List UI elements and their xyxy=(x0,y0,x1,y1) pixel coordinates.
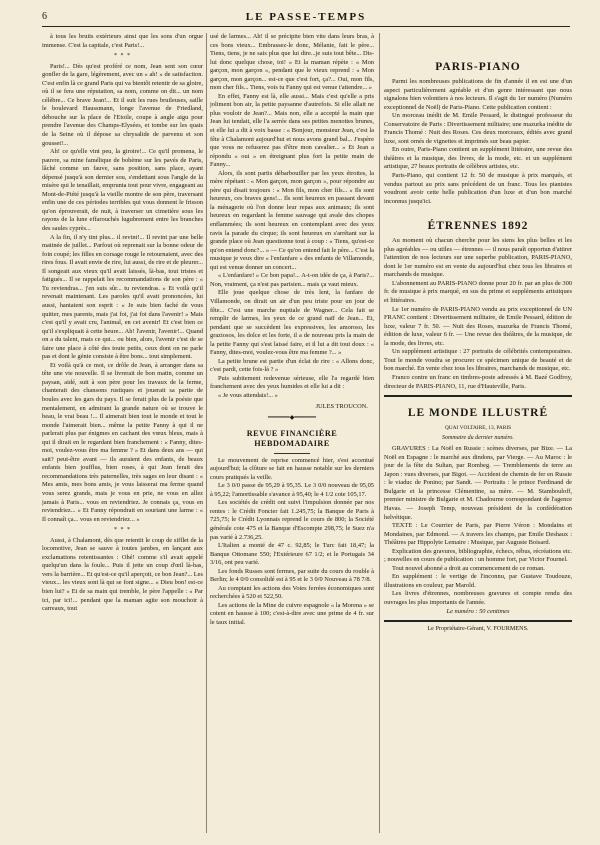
paragraph: A la fin, il n'y tint plus... il revint!... Il revint par une belle matinée de juillet... Parfout où reprenait sur la bonne odeur de foin coupé; les filles en corsage rouge le retournaient, avec des rires fous. Il avait envie de rire, lui aussi, de rire et de pleurer... Il songeait aux vieux qu'il avait laissés, là-bas, tout tristes et fatigués... Il se rappelait les recommandations de son père : « Tu reviendras... j'en suis sûr... tu reviendras. » Et voilà qu'il revenait maintenant. Les paroles qu'il avait prononcées, lui aussi, hantaient son esprit : « Je suis bien faché de vous quitter, mes parents, mais j'ai foi, j'ai foi dans l'avenir! » Mais c'est qu'il y avait cru, l'animal, en cet avenir! Et c'est bien ce qu'il s'expliquait à cette heure... Ah! l'avenir, l'avenir!... Quand on a du talent, mais ce qui... ou bien, alors, l'avenir c'est de se faire une place à côté des toute petits, ceux dont on ne parle pas et dont le génie consiste à être bons... tout simplement. xyxy=(42,233,203,361)
column-divider xyxy=(379,33,380,833)
paragraph: Les actions de la Mine de cuivre espagnole « la Morena » se cotent en hausse à 100; c'est-à-dire avec une prime de 4 fr. sur le taux initial. xyxy=(210,601,374,626)
paris-piano-title: PARIS-PIANO xyxy=(435,61,521,73)
monde-price: Le numéro : 50 centimes xyxy=(446,607,510,615)
revue-financiere-title: REVUE FINANCIÈRE HEBDOMADAIRE xyxy=(246,428,338,448)
monde-address: QUAI VOLTAIRE, 13, PARIS xyxy=(444,425,512,432)
paragraph: Et voilà qu'à ce mot, ce drôle de Jean, à arranger dans sa tête une vie nouvelle. Il se livrerait de bon matin, comme un paysan, aidé, suit à son père pour les travaux de la ferme, chanterait des chansons rustiques et jouerait sa partie de boules avec les gars du pays. Il se ferait plus de la poésie que mentalement, en admirant la grande nature où se trouve le beau, le vrai beau !... Il aimerait bien tout le monde et tout le monde l'aimerait bien... même la petite Fanny à qui il ne parlerait plus par énigmes en cachant des vœux bleus, mais à qui il dirait en le regardant bien franchement : « Fanny, dites-moi, voulez-vous être ma femme ? » Et dans deux ans — qui sait? peut-être avant — ils auraient des enfants, de beaux enfants bien joufflus, bien roses, à qui Jean ferait des recommandations très paternelles, très sages en leur disant : « Mes amis, mes bons amis, je vous laisserai ma ferme quand vous serez grands, mais je vous en prie, ne vous en allez jamais à Paris... vous en reviendriez. Je connais ça, vous en reviendriez... » Et Fanny répondrait en souriant une larme : « Il connaît ça... vous en reviendriez... » xyxy=(42,361,203,523)
author-signature: JULES TROUCON. xyxy=(315,402,368,410)
paragraph: Paris-Piano, qui contient 12 fr. 50 de musique à prix marqués, et vendus partout au prix sans précédent de un franc. Tous les pianistes voudront avoir cette belle publication d'un luxe et d'un bon marché inconnus jusqu'ici. xyxy=(384,172,572,205)
paragraph: « Je vous attendais!... » xyxy=(218,391,278,399)
paragraph: Aussi, à Chalamont, dès que retentit le coup de sifflet de la locomotive, Jean se sauve à toutes jambes, en lançant aux exclamations retentissantes : Ohé! comme s'il avait appelé quelqu'un dans la foule... Puis il jette un coup d'œil là-bas, vers la barrière... Et qu'est-ce qu'il aperçoit, ce bon Jean?... Les vieux... les vieux sont là qui se font signe... « Dieu bon! est-ce bien lui? » Et de sa main qui tremble, le père l'appelle : « Par ici, par ici!... pendant que la maman agite son mouchoir à carreaux, tout xyxy=(42,536,203,613)
etrennes-title: ÉTRENNES 1892 xyxy=(427,220,529,233)
paragraph: usé de larmes... Ah! il se précipite bien vite dans leurs bras, à ces bons vieux... Embrassez-le donc, Mélanie, fait le père... Tiens, tiens, je ne sais plus que lui dire...je suis tout bête... Dis-lui donc quelque chose, toi! » Et la maman répète : « Mon garçon, mon garçon », pendant que le vieux reprend : « Mon garçon, mon garçon... est-ce que c'est fort, ça?... Oui, mon fils, mon cher fils... Tiens, vois tu Fanny qui est venue t'attendre... » xyxy=(210,33,374,92)
paragraph: L'Italien a monté de 47 c. 92,85; le Turc fait 18,47; la Banque Ottomane 550; l'Extérieure 67 1/2; et le Portugais 34 3/16, ont peu varié. xyxy=(210,542,374,567)
paragraph: En outre, Paris-Piano contient un supplément littéraire, une revue des théâtres et la musique, des livres, de la mode, etc. et un supplément artistique, 27 beaux portraits de célèbres artistes, etc. xyxy=(384,146,572,171)
paragraph: TEXTE : Le Courrier de Paris, par Pierre Véron : Mondains et Mondaines, par Edmond. — A travers les champs, par Emile Deshaux : Théâtres par Hippolyte Lemaire : Musique, par Auguste Boisard. xyxy=(384,522,572,547)
paragraph: Au comptant les actions des Voies ferrées économiques sont recherchées à 520 et 522,50. xyxy=(210,584,374,601)
paragraph: Parmi les nombreuses publications de fin d'année il en est une d'un aspect particulièrement agréable et d'un genre intéressant que nous signalons bien volontiers à nos lecteurs. Il s'agit du 1er numéro (Numéro exceptionnel de Noël) de Paris-Piano. Cette publication contient : xyxy=(384,78,572,111)
paragraph: Ah! ce qu'elle vint peu, la giroire!... Ce qu'il promena, le pauvre, sa mine famélique de bohème sur les pavés de Paris, lâché comme un fauve, sans position, sans place, ayant dépensé jusqu'à son dernier sou, s'endettant sous l'angle de la misère qui le tenaillait, emprunta tout pour vivre, engageant au Mont-de-Piété jusqu'à la vieille montre de son père, traversant enfin une de ces périodes terribles qui vous donnent le frisson qu'on éprouverait, de nuit, à traverser un cimetière sous les rayons de la lune effarouchés lugubrement entre les branches des saules cyprès... xyxy=(42,148,203,233)
monde-illustre-title: LE MONDE ILLUSTRÉ xyxy=(407,407,549,420)
paragraph: Franco contre un franc en timbres-poste adressés à M. Bazé Godfroy, directeur de PARIS-PIANO, 11, rue d'Hauteville, Paris. xyxy=(384,373,572,390)
paragraph: La petite brune est partie d'un éclat de rire : « Allons donc, c'est pardi, cette fois-là ? » xyxy=(210,357,374,374)
running-title: LE PASSE-TEMPS xyxy=(245,11,367,23)
rule xyxy=(384,395,572,397)
rule xyxy=(384,620,572,622)
section-stars: * * * xyxy=(114,53,131,60)
paragraph: En supplément : le vertige de l'inconnu, par Gustave Toudouze, illustrations en couleur, par Marold. xyxy=(384,573,572,589)
paragraph: L'abonnement au PARIS-PIANO donne pour 20 fr. par an plus de 300 fr. de musique à prix marqué, en sus du prime et suppléments artistiques et littéraires. xyxy=(384,279,572,305)
page-number: 6 xyxy=(42,11,47,22)
paragraph: Le 3 0/0 passe de 95,29 à 95,35. Le 3 0/0 nouveau de 95,05 à 95,22; l'amortissable s'avance à 95,40; le 4 1/2 cote 105,17. xyxy=(210,482,374,498)
paragraph: Explication des gravures, bibliographie, échecs, rébus, récréations etc. ; nouvelles en cours de publication : un homme fort, par Victor Fournel. xyxy=(384,547,572,564)
column-2 xyxy=(210,33,374,833)
page-header xyxy=(42,11,570,27)
paragraph: Alors, ils sont partis débarbouiller par les yeux étroites, la mère répétant : « Mon garçon, mon garçon », pour répondre au père qui disait toujours : « Mon fils, mon cher fils... » Ils sont heureux, ces braves gens!... Ils sont heureux en passant devant la ménagerie où l'on donne leur repas aux animaux; ils sont heureux en regardant la femme sauvage qui avale des chopes enflammées; ils sont heureux en contemplant avec des yeux ravis la parade du cirque; ils sont heureux en s'arrêtant sur la grande place où Jean questionne tout à coup : « Tiens, qu'est-ce qu'on entend donc?... » — Ce qu'on entend fait le père... C'est la musique je veux dire « l'enfanfare » des enfants de Villamonde, qui est venue donner un concert... xyxy=(210,169,374,271)
paragraph: « L'enfanfare! » Ce bon papa!... A-t-on idée de ça, à Paris?... Non, vraiment, ça n'est pas parisien... mais ça vaut mieux. xyxy=(210,272,374,288)
paragraph: Puis subitement redevenue sérieuse, elle l'a regardé bien franchement avec des yeux humides et elle lui a dit : xyxy=(210,374,374,391)
paragraph: Elle joue quelque chose de très lent, la fanfare de Villamonde, on dirait un air d'un peu triste pour un jour de fête... C'est une marche nuptiale de Wagner... Cela fait se remplir de larmes, les yeux de ce grand naïf de Jean... Et, pendant que se succèdent les expressives, les amoroso, les graziosos, les dolce et les forte, il a de nouveau pris la main de la petite Fanny qui s'est laissé faire, et il lui a dit tout doux : « Fanny, dites-moi, voulez-vous être ma femme ?... » xyxy=(210,289,374,357)
paragraph: Un morceau inédit de M. Emile Pessard, le distingué professeur du Conservatoire de Paris : Divertissement militaire; une mazurka inédite de Francis Thomé : Nuit des Roses. Ces deux morceaux, édités avec grand luxe, sont ornés de vignettes et imprimés sur beau papier. xyxy=(384,112,572,145)
paragraph: Les livres d'étrennes, nombreuses gravures et compte rendu des ouvrages les plus importants de l'année. xyxy=(384,590,572,606)
section-stars: * * * xyxy=(114,527,131,534)
footer-imprint: Le Propriétaire-Gérant, V. FOURMENS. xyxy=(427,625,529,633)
paragraph: Les fonds Russes sont fermes, par suite du cours du rouble à Berlin; le 4 0/0 consolidé est à 95 et le 3 0/0 Nouveau à 78 7/8. xyxy=(210,567,374,584)
column-3 xyxy=(384,33,572,833)
paragraph: En effet, Fanny est là, elle aussi... Mais c'est qu'elle a pris joliment bon air, la petite paysanne d'autrefois. Si elle allait ne plus vouloir de Jean?... Mais non, elle a accepté la main que Jean lui tendait, elle l'a serrée dans ses petites menottes brunes, et elle lui a dit à voix basse : « Bonjour, monsieur Jean, c'est la fête à Chalamont aujourd'hui et nous avons grand bal... J'espère que vous ne refuserez pas d'être mon cavalier... » Et Jean a répondu « oui » en étreignant plus fort la petite main de Fanny... xyxy=(210,92,374,169)
column-1 xyxy=(42,33,203,833)
paragraph: Le mouvement de reprise commencé hier, s'est accentué aujourd'hui; la clôture se fait en hausse notable sur les derniers cours pratiqués la veille. xyxy=(210,456,374,481)
monde-summary-heading: Sommaire du dernier numéro. xyxy=(442,434,514,441)
paragraph: Paris!... Dès qu'est proféré ce nom, Jean sent son cœur gonfler de la gare, légèrement, avec un « ah! » de satisfaction. C'est enfin là ce grand Paris qui va bientôt retentir de sa gloire, où il se fera une réputation, sa nom, comme on dit... un nom célèbre... Ce brave Jean!... Et il suit les rues bruileuses, saille le boulevard Haussmann, longe l'avenue de Friedland, débouche sur la place de l'Etoile, coupe à angle aigu pour prendre l'avenue des Champs-Elysées, et tombe sur les quais de la Seine où il dépose sa chrysalide de parvenu et son gousset!... xyxy=(42,62,203,147)
paragraph: Le 1er numéro de PARIS-PIANO vendu au prix exceptionnel de UN FRANC contient : Divertissement militaire, de Emile Pessard, édition de luxe, valeur 7 fr. 50. — Nuit des Roses, mazurka de Francis Thomé, édition de luxe, valeur 6 fr. — Une revue des théâtres, de la musique, de la mode, des livres, etc. xyxy=(384,305,572,347)
paragraph: à tous les bruits extérieurs ainsi que les sons d'un orgue immense. C'est la capitale, c'est Paris!... xyxy=(42,33,203,49)
paragraph: GRAVURES : La Noël en Russie : scènes diverses, par Bize. — La Noël en Espagne : le marché aux dindons, par Vierge. — Au Maroc : le jour de la fête du Sultan, par Rombeg. — Tremblements de terre au Japon : vues diverses, par Bigot. — Accident de chemin de fer en Russie : le viaduc de Ponino; par Sandt. — Portraits : le prince Ferdinand de Bulgarie et la princesse Clémentine, sa mère. — M. Stambouloff, premier ministre de Bulgarie et M. Chadourne correspondant de l'agence Havas. — Joseph Temp, nouveau président de la confédération helvétique. xyxy=(384,445,572,521)
paragraph: Un supplément artistique : 27 portraits de célébrités contemporaines. Tout le monde voudra se procurer ce spécimen unique de beauté et de bon marché. En vente chez tous les libraires, marchands de musique, etc. xyxy=(384,348,572,373)
divider xyxy=(274,453,310,454)
paragraph: Au moment où chacun cherche pour les siens les plus belles et les plus agréables — ou utiles — étrennes — il nous paraît opportun d'attirer l'attention de nos lecteurs sur une superbe publication, PARIS-PIANO, dont le 1er numéro est en vente du aujourd'hui chez tous les libraires et marchands de musique. xyxy=(384,237,572,279)
paragraph: Tout nouvel abonné a droit au commencement de ce roman. xyxy=(392,564,545,572)
column-divider xyxy=(206,33,207,833)
paragraph: Les sociétés de crédit ont suivi l'impulsion donnée par nos rentes : le Crédit Foncier fait 1.245,75; la Banque de Paris à 725,75; le Crédit Lyonnais reprend le cours de 800; la Société générale cote 475 et la Banque d'Escompte 298,75; le Suez n'a pas varié à 2.736,25. xyxy=(210,499,374,541)
ornament-divider: ━━━━━━◆━━━━━━ xyxy=(268,415,316,422)
header-rule xyxy=(42,26,570,27)
